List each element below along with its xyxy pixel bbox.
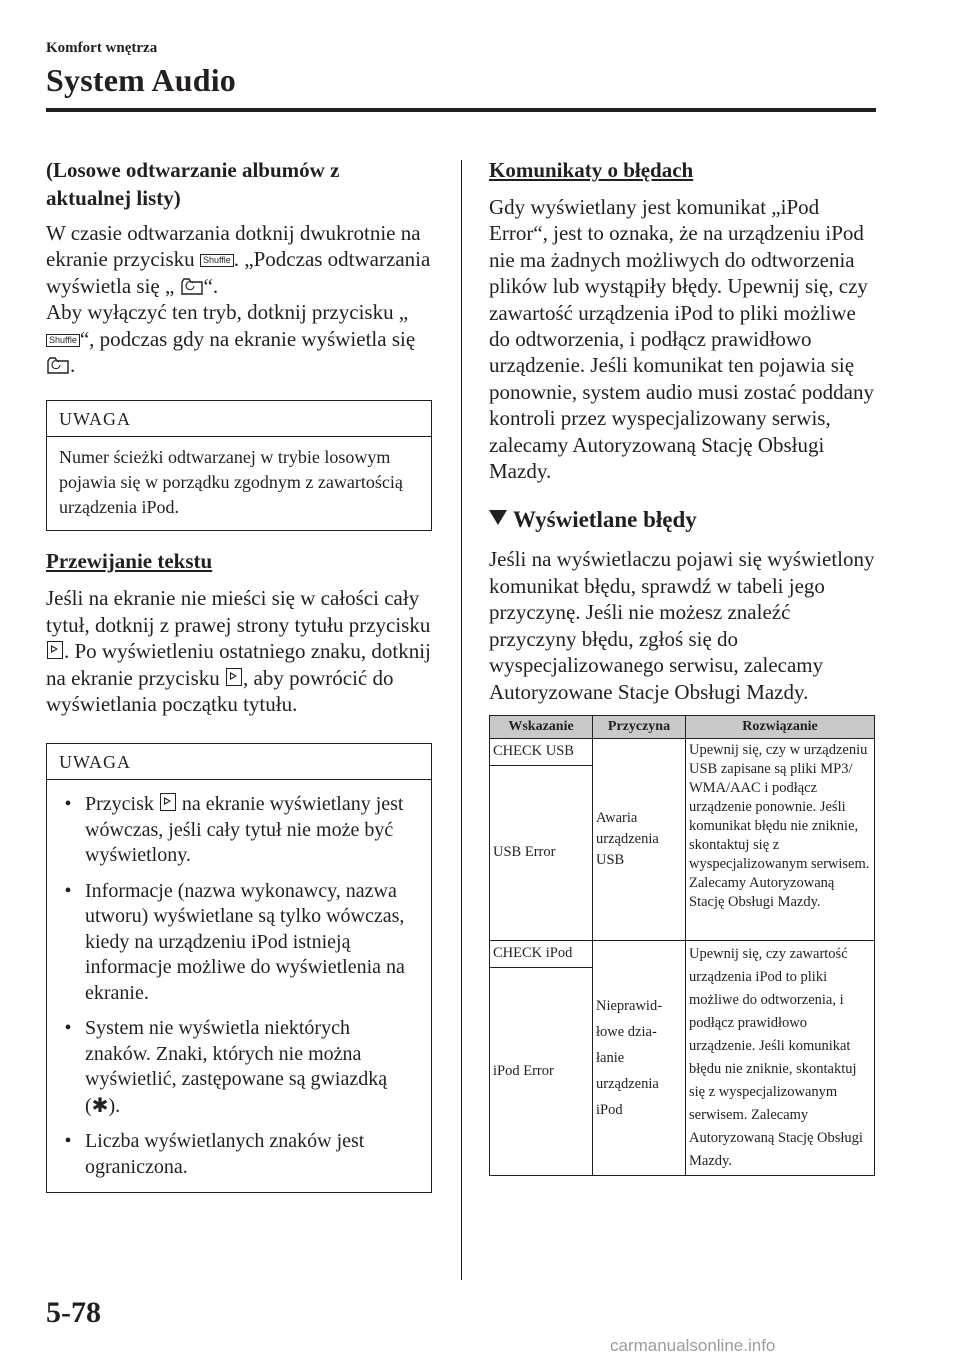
scroll-text-heading: Przewijanie tekstu bbox=[46, 549, 213, 574]
indication-cell: USB Error bbox=[490, 765, 593, 940]
asterisk-icon: ✱ bbox=[91, 1092, 109, 1117]
col-header-indication: Wskazanie bbox=[490, 715, 593, 738]
scroll-button-icon bbox=[47, 641, 63, 659]
bullet-mark: • bbox=[64, 879, 72, 902]
bullet-mark: • bbox=[64, 793, 72, 816]
left-column bbox=[46, 156, 432, 1193]
error-table bbox=[489, 715, 875, 1176]
note-bullet bbox=[59, 1129, 419, 1180]
note-body bbox=[47, 780, 431, 1192]
indication-cell: CHECK USB bbox=[490, 738, 593, 765]
error-messages-heading: Komunikaty o błędach bbox=[489, 158, 694, 182]
para-text: . Po wyświetleniu ostatniego znaku, dotknij na ekranie przycisku bbox=[46, 639, 431, 690]
page-number: 5-78 bbox=[46, 1296, 101, 1329]
bullet-text: Liczba wyświetlanych znaków jest ograniczona. bbox=[85, 1130, 365, 1178]
solution-cell: Upewnij się, czy zawartość urządzenia iPod to pliki możliwe do odtworzenia, i podłącz prawidłowo urządzenie. Jeśli komunikat błędu nie zniknie, skontaktuj się z wyspecjalizowanym serwisem. Zalecamy Autoryzowaną Stację Obsługi Mazdy. bbox=[686, 940, 875, 1175]
bullet-text: Informacje (nazwa wykonawcy, nazwa utworu) wyświetlane są tylko wówczas, kiedy na urządzeniu iPod istnieją informacje możliwe do wyświetlenia na ekranie. bbox=[85, 879, 405, 1004]
scroll-text-paragraph bbox=[46, 585, 432, 717]
para-text: . „Podczas odtwarzania wyświetla się „ bbox=[46, 247, 431, 298]
shuffle-button-icon: Shuffle bbox=[200, 254, 234, 267]
cause-cell: Awaria urządzenia USB bbox=[593, 738, 686, 940]
table-row bbox=[490, 738, 875, 765]
note-heading: UWAGA bbox=[47, 401, 431, 437]
note-heading: UWAGA bbox=[47, 744, 431, 780]
para-text: Aby wyłączyć ten tryb, dotknij przycisku „ bbox=[46, 300, 409, 325]
bullet-text: na ekranie wyświetlany jest wówczas, jeśli cały tytuł nie może być wyświetlony. bbox=[85, 793, 404, 867]
displayed-errors-heading bbox=[489, 506, 877, 534]
para-text: , aby powrócić do wyświetlania początku tytułu. bbox=[46, 665, 394, 717]
para-text: “. bbox=[203, 273, 219, 298]
bullet-mark: • bbox=[64, 1017, 72, 1040]
scroll-button-icon bbox=[226, 668, 242, 686]
table-header-row bbox=[490, 715, 875, 738]
solution-cell: Upewnij się, czy w urządzeniu USB zapisane są pliki MP3/ WMA/AAC i podłącz urządzenie ponownie. Jeśli komunikat błędu nie zniknie, skontaktuj się z wyspecjalizowanym serwisem. Zalecamy Autoryzowaną Stację Obsługi Mazdy. bbox=[686, 738, 875, 940]
section-kicker: Komfort wnętrza bbox=[46, 40, 158, 56]
folder-shuffle-icon bbox=[46, 355, 70, 375]
cause-cell: Nieprawid-łowe dzia-łanie urządzenia iPod bbox=[593, 940, 686, 1175]
heading-text: Wyświetlane błędy bbox=[513, 507, 697, 533]
page-title: System Audio bbox=[46, 62, 236, 98]
album-shuffle-paragraph bbox=[46, 220, 432, 378]
bullet-text: ). bbox=[108, 1094, 121, 1117]
para-text: Jeśli na ekranie nie mieści się w całości cały tytuł, dotknij z prawej strony tytułu przycisku bbox=[46, 586, 431, 637]
bullet-text: Przycisk bbox=[85, 793, 154, 816]
right-column bbox=[489, 156, 877, 1176]
album-shuffle-heading: (Losowe odtwarzanie albumów z aktualnej listy) bbox=[46, 158, 340, 210]
note-body: Numer ścieżki odtwarzanej w trybie losowym pojawia się w porządku zgodnym z zawartością urządzenia iPod. bbox=[59, 447, 403, 518]
bullet-mark: • bbox=[64, 1130, 72, 1153]
note-bullet bbox=[59, 792, 419, 869]
displayed-errors-paragraph: Jeśli na wyświetlaczu pojawi się wyświetlony komunikat błędu, sprawdź w tabeli jego przyczynę. Jeśli nie możesz znaleźć przyczyny błędu, zgłoś się do wyspecjalizowanego serwisu, zalecamy Autoryzowane Stacje Obsługi Mazdy. bbox=[489, 547, 875, 704]
note-box bbox=[46, 400, 432, 531]
title-rule bbox=[46, 108, 876, 112]
scroll-button-icon bbox=[160, 793, 176, 811]
indication-cell: iPod Error bbox=[490, 968, 593, 1176]
table-row bbox=[490, 940, 875, 967]
column-separator bbox=[461, 160, 462, 1280]
watermark: carmanualsonline.info bbox=[610, 1336, 776, 1355]
para-text: W czasie odtwarzania dotknij dwukrotnie na ekranie przycisku bbox=[46, 221, 421, 272]
folder-shuffle-icon bbox=[180, 276, 204, 296]
note-bullet bbox=[59, 1016, 419, 1119]
para-text: “, podczas gdy na ekranie wyświetla się bbox=[79, 326, 416, 351]
bullet-text: System nie wyświetla niektórych znaków. Znaki, których nie można wyświetlić, zastępowane są gwiazdką ( bbox=[85, 1017, 388, 1117]
error-messages-paragraph: Gdy wyświetlany jest komunikat „iPod Error“, jest to oznaka, że na urządzeniu iPod nie ma żadnych możliwych do odtworzenia plików lub wystąpiły błędy. Upewnij się, czy zawartość urządzenia iPod to pliki możliwe do odtworzenia, i podłącz prawidłowo urządzenie. Jeśli komunikat ten pojawia się ponownie, system audio musi zostać poddany kontroli przez wyspecjalizowany serwis, zalecamy Autoryzowaną Stację Obsługi Mazdy. bbox=[489, 195, 874, 484]
shuffle-button-icon: Shuffle bbox=[46, 334, 80, 347]
indication-cell: CHECK iPod bbox=[490, 940, 593, 967]
triangle-bullet-icon bbox=[489, 510, 507, 525]
col-header-solution: Rozwiązanie bbox=[686, 715, 875, 738]
para-text: . bbox=[70, 353, 76, 378]
note-bullet bbox=[59, 879, 419, 1007]
note-box bbox=[46, 743, 432, 1193]
col-header-cause: Przyczyna bbox=[593, 715, 686, 738]
